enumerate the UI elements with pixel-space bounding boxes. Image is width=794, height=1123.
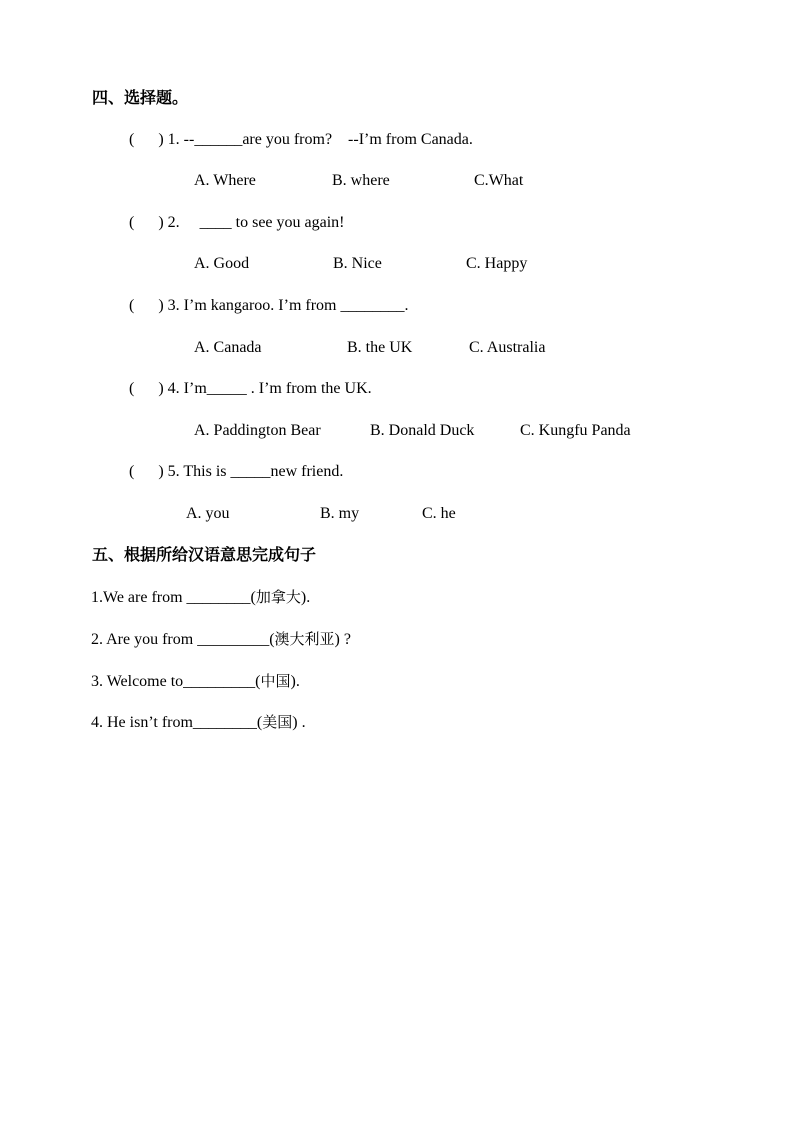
question-4-option-b: B. Donald Duck <box>370 422 475 439</box>
question-4: ( ) 4. I’m_____ . I’m from the UK. <box>129 380 372 397</box>
fill-in-item-3 <box>91 671 300 692</box>
fill-in-item-1-suffix: ). <box>300 589 311 606</box>
fill-in-item-3-suffix: ). <box>290 673 300 690</box>
question-3: ( ) 3. I’m kangaroo. I’m from ________. <box>129 297 409 314</box>
question-5: ( ) 5. This is _____new friend. <box>129 463 344 480</box>
question-1-option-c: C.What <box>474 172 524 189</box>
question-2: ( ) 2. ____ to see you again! <box>129 214 345 231</box>
fill-in-item-3-hint: 中国 <box>260 672 291 690</box>
fill-in-item-3-prefix: 3. Welcome to_________( <box>91 673 261 690</box>
question-2-option-a: A. Good <box>194 255 250 272</box>
question-2-option-b: B. Nice <box>333 255 382 272</box>
question-3-option-b: B. the UK <box>347 339 413 356</box>
question-2-option-c: C. Happy <box>466 255 528 272</box>
fill-in-item-4-hint: 美国 <box>262 713 293 731</box>
fill-in-item-2 <box>91 629 351 650</box>
fill-in-item-2-suffix: ) ? <box>334 631 351 648</box>
question-1: ( ) 1. --______are you from? --I’m from Canada. <box>129 131 473 148</box>
question-1-option-a: A. Where <box>194 172 256 189</box>
question-3-option-c: C. Australia <box>469 339 546 356</box>
question-4-option-a: A. Paddington Bear <box>194 422 321 439</box>
fill-in-item-4-suffix: ) . <box>292 714 306 731</box>
section-4-heading: 四、选择题。 <box>92 88 189 107</box>
question-5-option-c: C. he <box>422 505 456 522</box>
question-3-option-a: A. Canada <box>194 339 262 356</box>
question-5-option-a: A. you <box>186 505 230 522</box>
question-1-option-b: B. where <box>332 172 390 189</box>
fill-in-item-1-prefix: 1.We are from ________( <box>91 589 256 606</box>
question-5-option-b: B. my <box>320 505 360 522</box>
fill-in-item-1 <box>91 587 310 608</box>
fill-in-item-4-prefix: 4. He isn’t from________( <box>91 714 263 731</box>
section-5-heading: 五、根据所给汉语意思完成句子 <box>92 545 317 564</box>
fill-in-item-2-hint: 澳大利亚 <box>274 630 335 648</box>
fill-in-item-1-hint: 加拿大 <box>255 588 301 606</box>
fill-in-item-4 <box>91 712 306 733</box>
question-4-option-c: C. Kungfu Panda <box>520 422 631 439</box>
fill-in-item-2-prefix: 2. Are you from _________( <box>91 631 275 648</box>
